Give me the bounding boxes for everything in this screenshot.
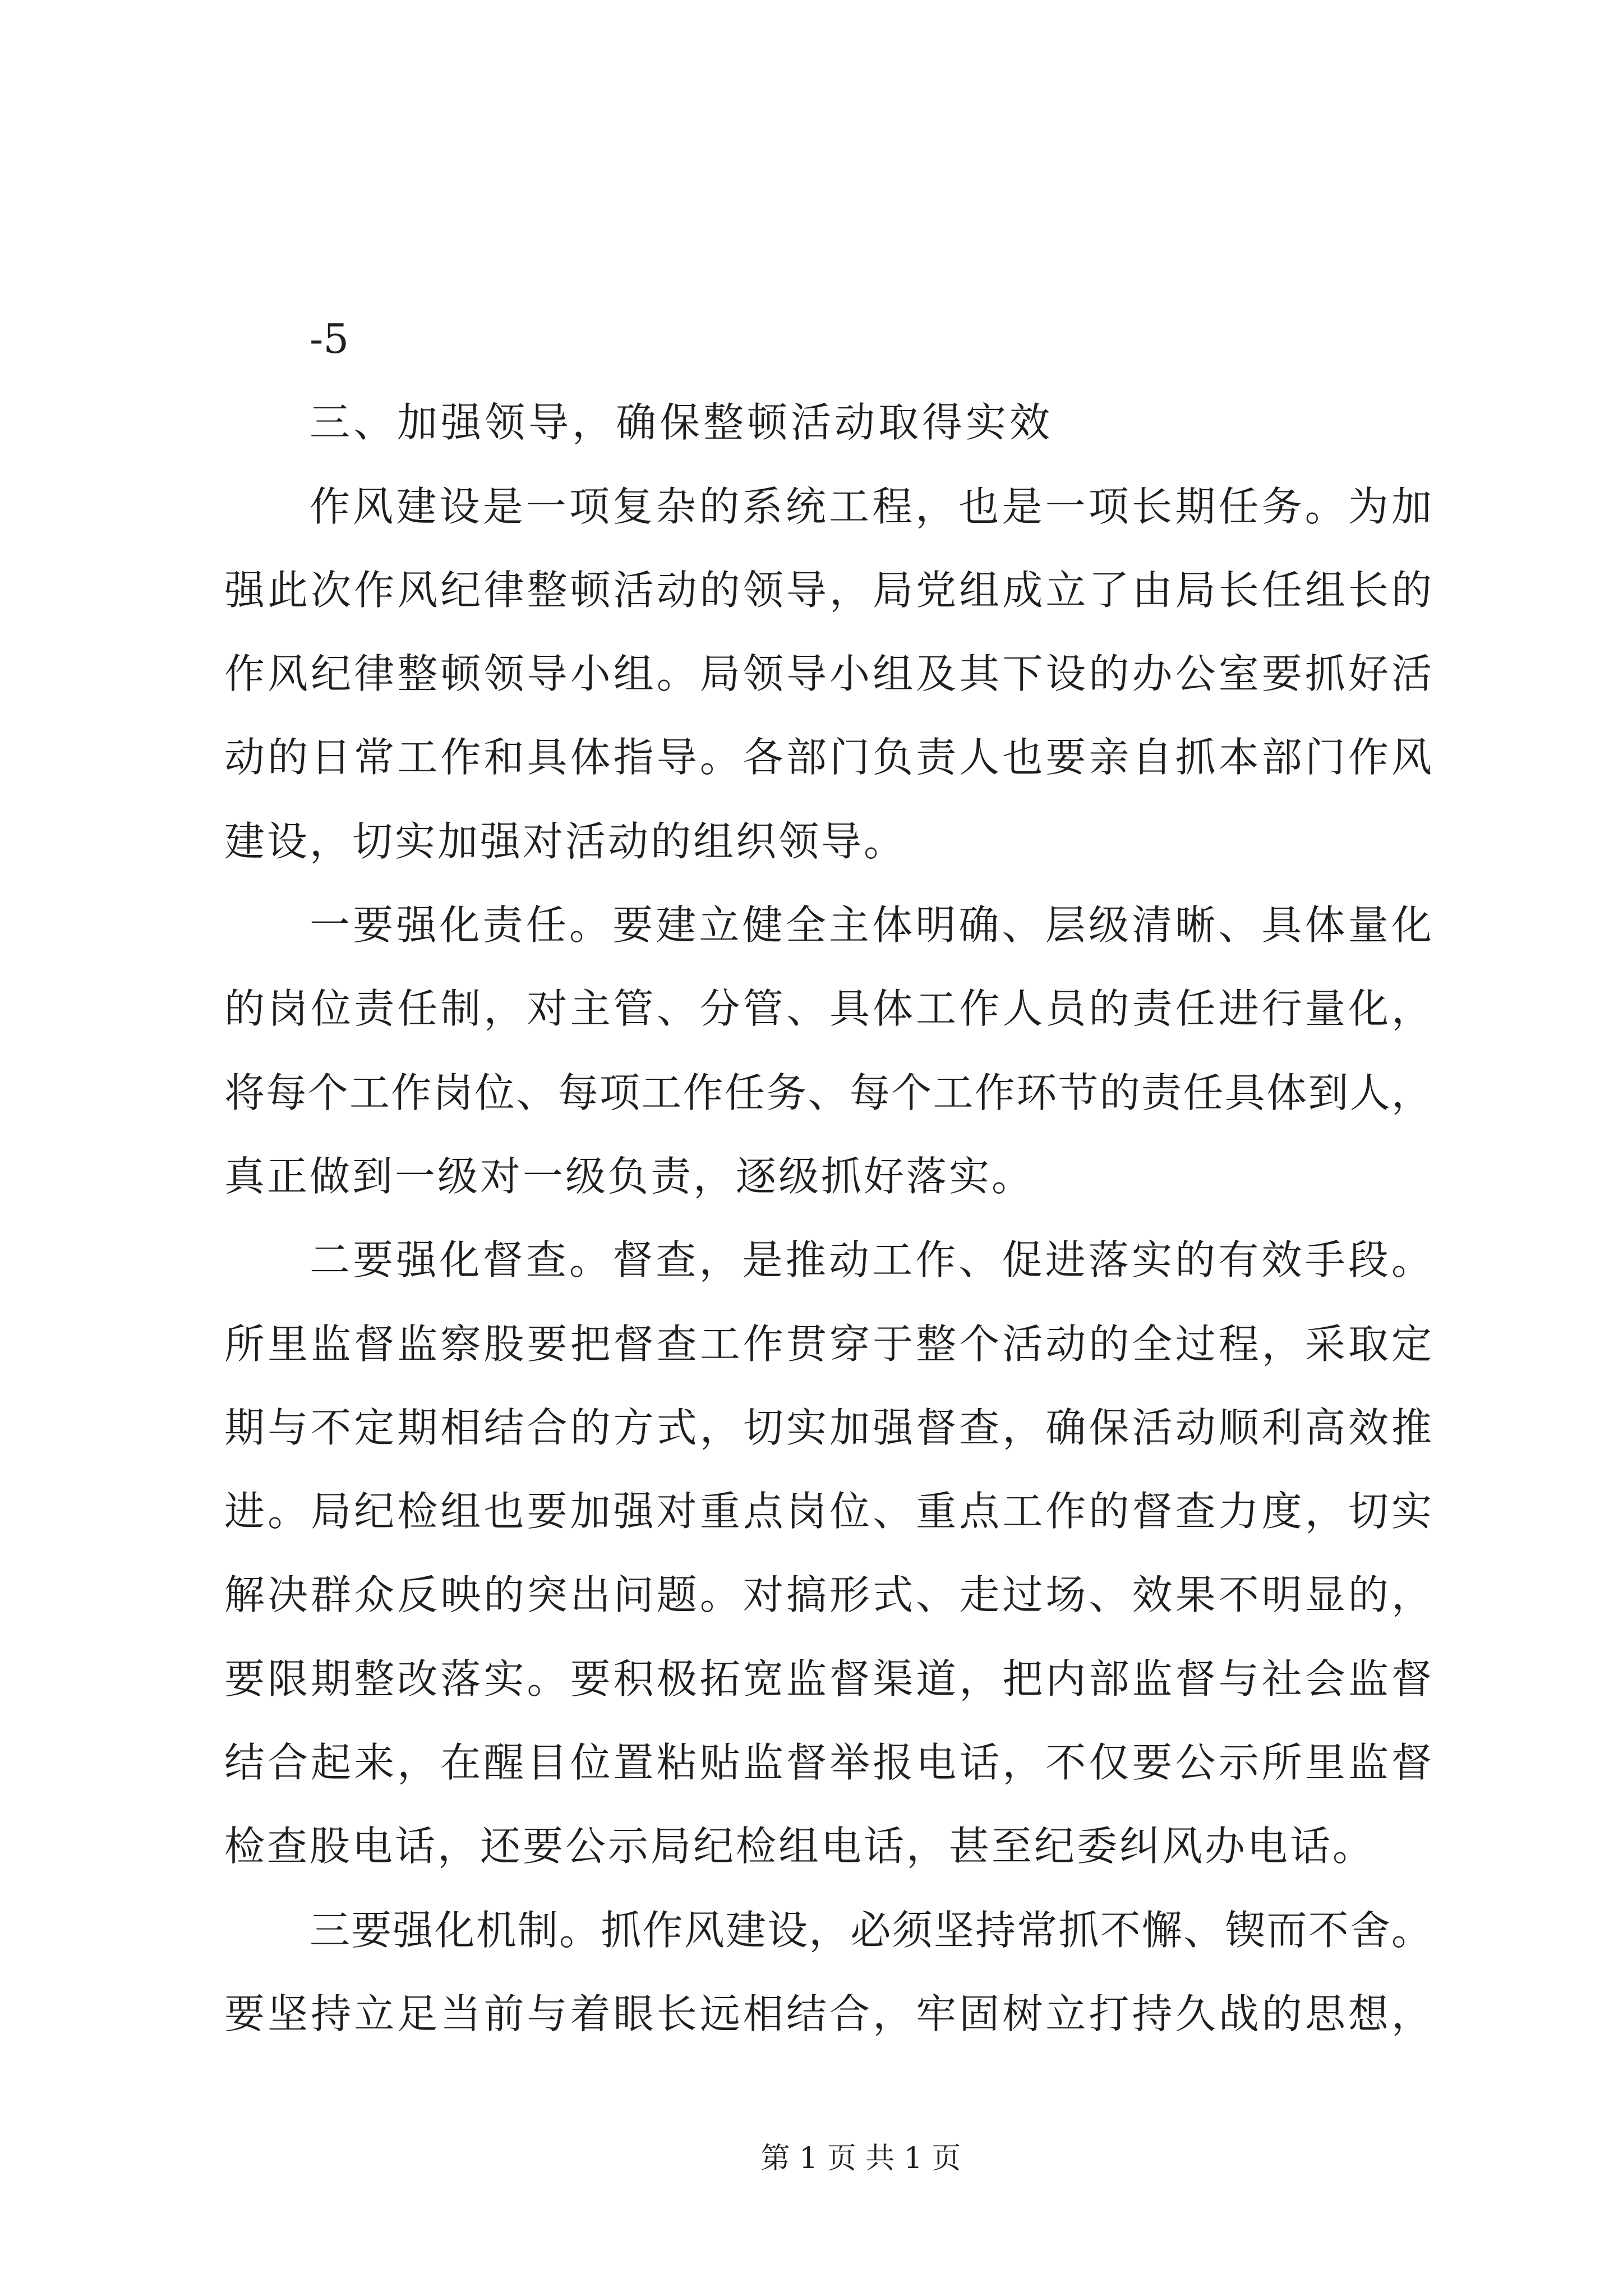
paragraph <box>224 465 1432 884</box>
paragraph-line: 将每个工作岗位、每项工作任务、每个工作环节的责任具体到人， <box>224 1069 1432 1116</box>
paragraph-line: 检查股电话，还要公示局纪检组电话，甚至纪委纠风办电话。 <box>224 1823 1376 1870</box>
page-footer: 第 1 页 共 1 页 <box>760 2142 961 2175</box>
page-marker: -5 <box>310 315 349 362</box>
paragraph <box>224 1889 1432 2056</box>
paragraph-line: 期与不定期相结合的方式，切实加强督查，确保活动顺利高效推 <box>224 1404 1432 1451</box>
paragraph-line: 一要强化责任。要建立健全主体明确、层级清晰、具体量化 <box>310 901 1432 949</box>
document-body <box>224 297 1432 2056</box>
paragraph-line: 三要强化机制。抓作风建设，必须坚持常抓不懈、锲而不舍。 <box>310 1906 1432 1954</box>
paragraph-line: 强此次作风纪律整顿活动的领导，局党组成立了由局长任组长的 <box>224 566 1432 614</box>
paragraph-line: 所里监督监察股要把督查工作贯穿于整个活动的全过程，采取定 <box>224 1320 1432 1368</box>
section-heading: 三、加强领导，确保整顿活动取得实效 <box>310 399 1054 447</box>
paragraph-line: 的岗位责任制，对主管、分管、具体工作人员的责任进行量化， <box>224 985 1432 1033</box>
paragraph-line: 作风纪律整顿领导小组。局领导小组及其下设的办公室要抓好活 <box>224 650 1432 698</box>
paragraph <box>224 884 1432 1218</box>
paragraph-line: 进。局纪检组也要加强对重点岗位、重点工作的督查力度，切实 <box>224 1488 1432 1535</box>
paragraph-line: 要限期整改落实。要积极拓宽监督渠道，把内部监督与社会监督 <box>224 1655 1432 1703</box>
paragraph-line: 建设，切实加强对活动的组织领导。 <box>224 817 907 865</box>
paragraph-line: 真正做到一级对一级负责，逐级抓好落实。 <box>224 1152 1035 1200</box>
paragraph <box>224 1218 1432 1888</box>
paragraph-line: 解决群众反映的突出问题。对搞形式、走过场、效果不明显的， <box>224 1571 1432 1619</box>
paragraph-line: 二要强化督查。督查，是推动工作、促进落实的有效手段。 <box>310 1236 1432 1284</box>
paragraph-line: 要坚持立足当前与着眼长远相结合，牢固树立打持久战的思想， <box>224 1990 1432 2037</box>
paragraph-line: 结合起来，在醒目位置粘贴监督举报电话，不仅要公示所里监督 <box>224 1739 1432 1787</box>
paragraph-line: 动的日常工作和具体指导。各部门负责人也要亲自抓本部门作风 <box>224 734 1432 781</box>
paragraph-line: 作风建设是一项复杂的系统工程，也是一项长期任务。为加 <box>310 482 1432 530</box>
